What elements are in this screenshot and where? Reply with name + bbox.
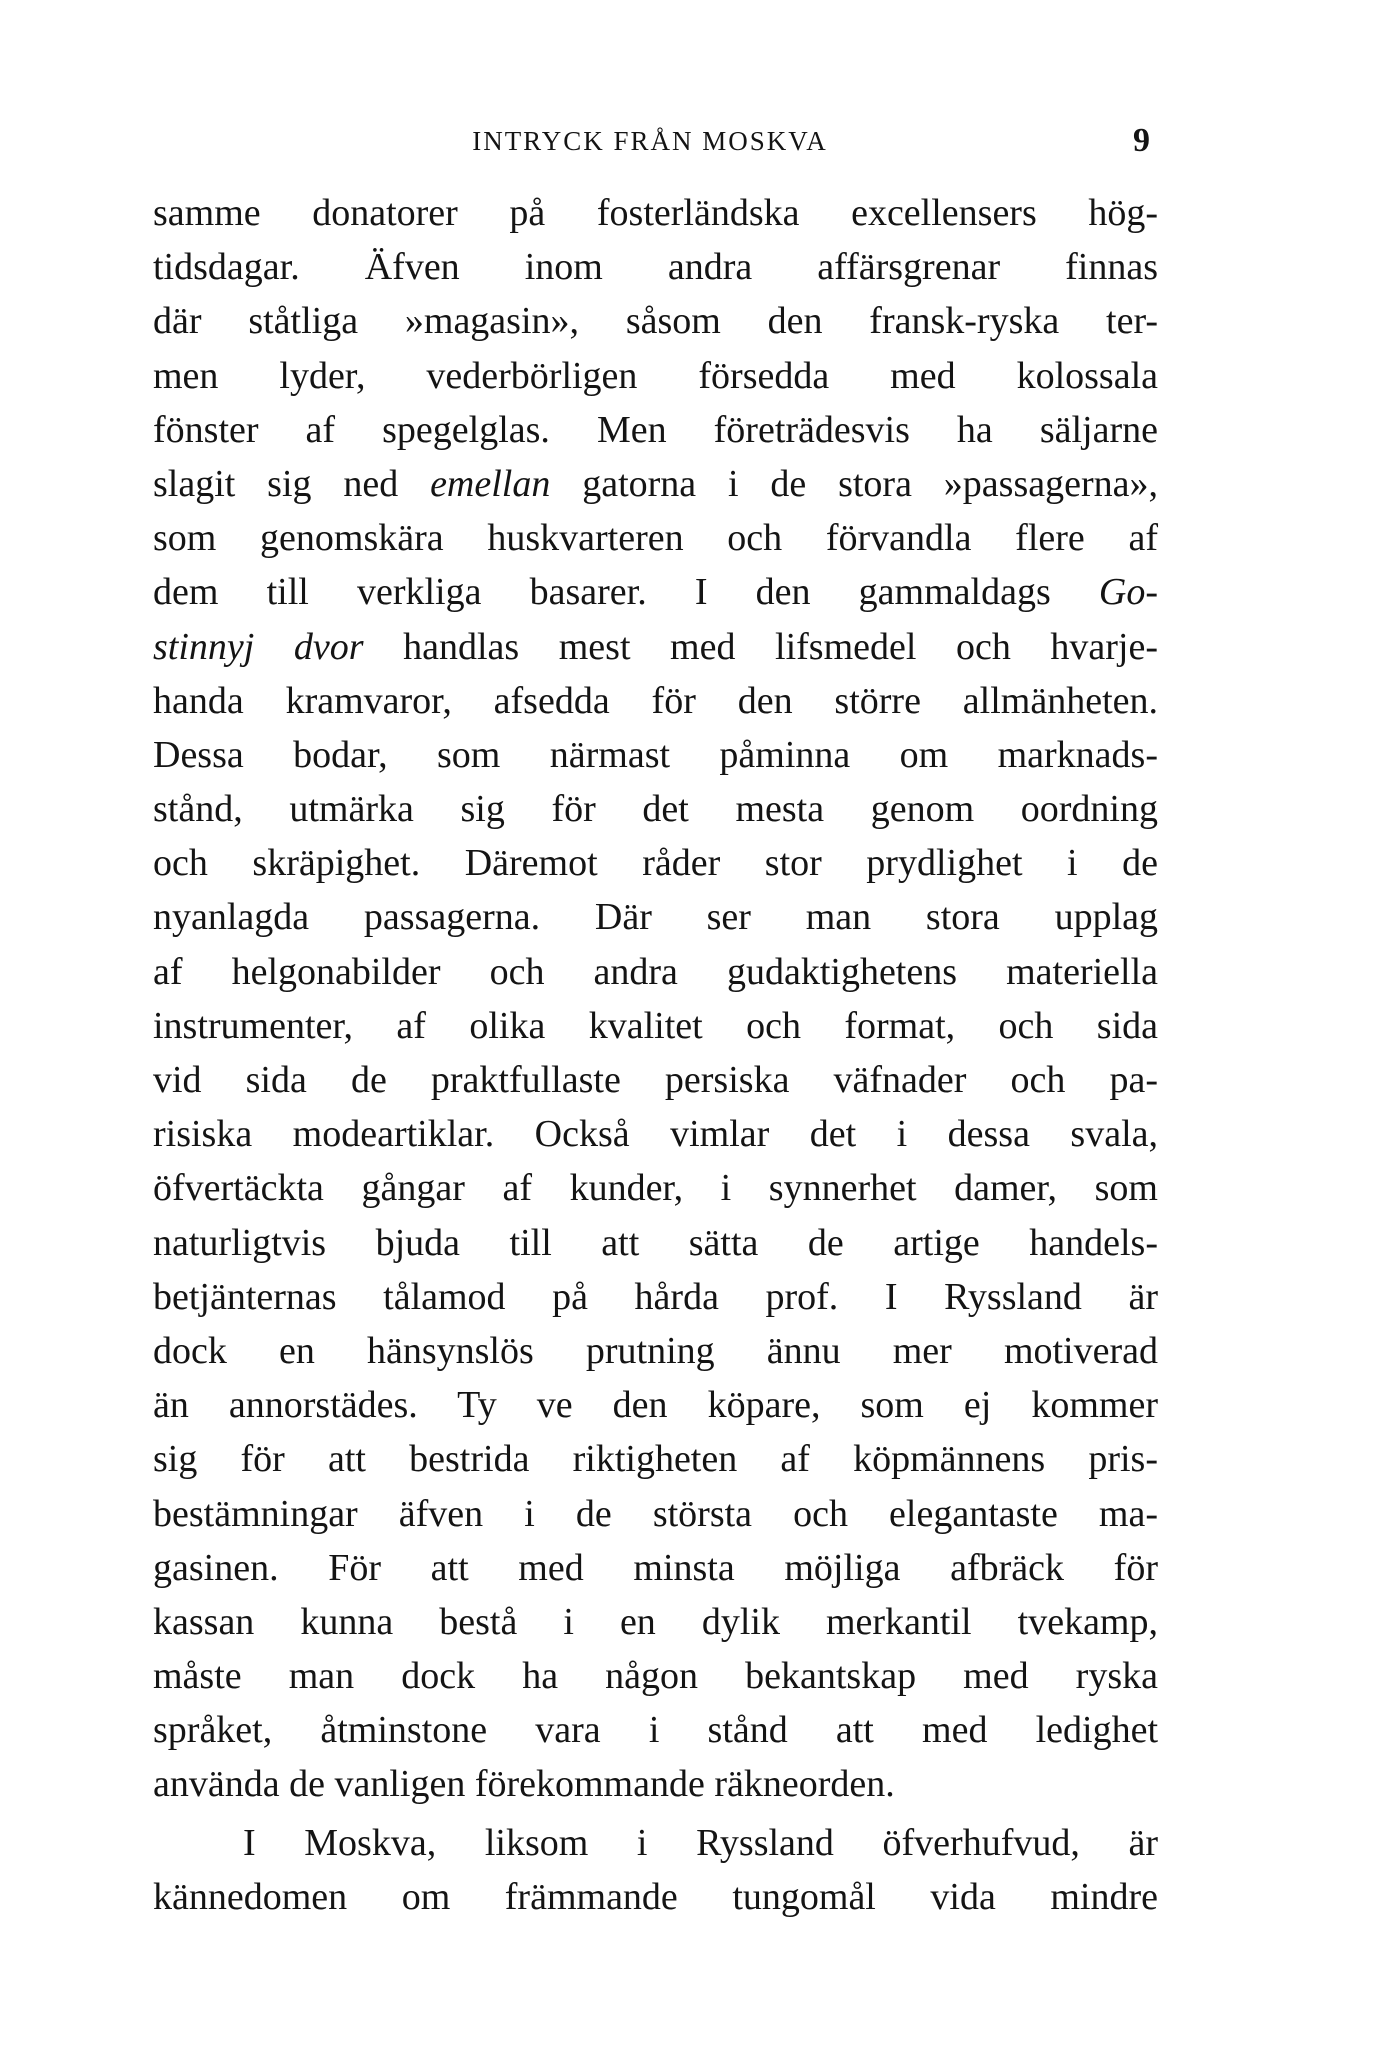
text-line: [153, 565, 1158, 619]
page-number: 9: [1133, 122, 1150, 159]
text-line: af helgonabilder och andra gudaktighetens materiella: [153, 950, 1158, 993]
body-text: [153, 186, 1158, 1924]
text-run: slagit sig ned: [153, 462, 431, 505]
text-line: risiska modeartiklar. Också vimlar det i dessa svala,: [153, 1113, 1158, 1156]
paragraph-last-line: använda de vanligen förekommande räkneorden.: [153, 1763, 895, 1806]
paragraph-first-line: I Moskva, liksom i Ryssland öfverhufvud, är: [243, 1821, 1158, 1864]
text-line: än annorstädes. Ty ve den köpare, som ej kommer: [153, 1384, 1158, 1427]
text-line: vid sida de praktfullaste persiska väfnader och pa-: [153, 1059, 1158, 1101]
text-line: handa kramvaror, afsedda för den större allmänheten.: [153, 679, 1158, 722]
text-line: måste man dock ha någon bekantskap med ryska: [153, 1655, 1158, 1698]
text-line: tidsdagar. Äfven inom andra affärsgrenar finnas: [153, 246, 1158, 289]
text-line: gasinen. För att med minsta möjliga afbräck för: [153, 1546, 1158, 1589]
text-line: [153, 457, 1158, 511]
text-line: sig för att bestrida riktigheten af köpmännens pris-: [153, 1438, 1158, 1481]
text-line: språket, åtminstone vara i stånd att med ledighet: [153, 1709, 1158, 1752]
text-line: [153, 620, 1158, 674]
text-line: öfvertäckta gångar af kunder, i synnerhet damer, som: [153, 1167, 1158, 1210]
text-line: Dessa bodar, som närmast påminna om marknads-: [153, 733, 1158, 776]
text-line: där ståtliga »magasin», såsom den fransk-ryska ter-: [153, 300, 1158, 343]
page-header: [150, 118, 1150, 164]
italic-term: stinnyj dvor: [153, 625, 364, 668]
text-line: bestämningar äfven i de största och elegantaste ma-: [153, 1492, 1158, 1535]
italic-term: Go-: [1098, 571, 1158, 614]
text-line: som genomskära huskvarteren och förvandla flere af: [153, 517, 1158, 560]
italic-term: emellan: [430, 462, 551, 505]
text-line: instrumenter, af olika kvalitet och format, och sida: [153, 1004, 1158, 1047]
text-line: samme donatorer på fosterländska excellensers hög-: [153, 192, 1158, 234]
text-line: kännedomen om främmande tungomål vida mindre: [153, 1875, 1158, 1918]
text-line: kassan kunna bestå i en dylik merkantil tvekamp,: [153, 1600, 1158, 1643]
text-line: stånd, utmärka sig för det mesta genom oordning: [153, 788, 1158, 831]
text-run: dem till verkliga basarer. I den gammaldags: [153, 571, 1099, 614]
running-title: INTRYCK FRÅN MOSKVA: [472, 126, 828, 156]
text-line: betjänternas tålamod på hårda prof. I Ryssland är: [153, 1275, 1158, 1318]
text-line: naturligtvis bjuda till att sätta de artige handels-: [153, 1221, 1158, 1264]
text-line: fönster af spegelglas. Men företrädesvis ha säljarne: [153, 408, 1158, 451]
text-line: nyanlagda passagerna. Där ser man stora upplag: [153, 896, 1158, 939]
text-line: men lyder, vederbörligen försedda med kolossala: [153, 354, 1158, 397]
text-run: handlas mest med lifsmedel och hvarje-: [363, 625, 1158, 668]
text-line: dock en hänsynslös prutning ännu mer motiverad: [153, 1329, 1158, 1372]
text-line: och skräpighet. Däremot råder stor prydlighet i de: [153, 842, 1158, 885]
text-run: gatorna i de stora »passagerna»,: [550, 462, 1158, 505]
